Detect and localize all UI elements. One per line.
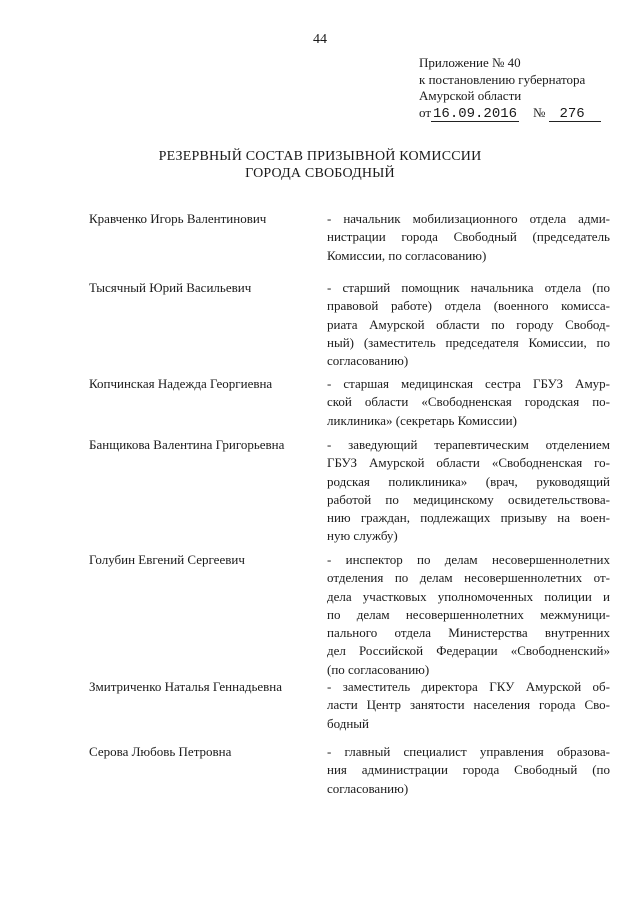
- member-name: Тысячный Юрий Васильевич: [89, 280, 252, 295]
- member-name: Кравченко Игорь Валентинович: [89, 211, 267, 226]
- position-line: согласованию): [327, 780, 409, 796]
- position-line: ласти Центр занятости населения города Сво-: [327, 697, 610, 713]
- position-line: - старший помощник начальника отдела (по: [327, 280, 610, 295]
- position-line: - начальник мобилизационного отдела адми-: [327, 211, 610, 226]
- document-title: [0, 148, 640, 182]
- resolution-date: 16.09.2016: [433, 105, 518, 122]
- date-prefix: от: [419, 104, 432, 120]
- position-line: ГБУЗ Амурской области «Свободненская го-: [327, 455, 610, 471]
- appendix-line-1: Приложение № 40: [419, 55, 521, 70]
- position-line: - заведующий терапевтическим отделением: [327, 437, 610, 452]
- appendix-block: [419, 55, 601, 122]
- title-line-1: РЕЗЕРВНЫЙ СОСТАВ ПРИЗЫВНОЙ КОМИССИИ: [158, 149, 482, 164]
- member-name: Копчинская Надежда Георгиевна: [89, 376, 273, 391]
- page-number: 44: [313, 32, 327, 47]
- position-line: дела участковых уполномоченных полиции и: [327, 588, 610, 604]
- title-line-2: ГОРОДА СВОБОДНЫЙ: [245, 166, 395, 181]
- position-line: родская поликлиника» (врач, руководящий: [327, 473, 610, 489]
- position-line: риата Амурской области по городу Свобод-: [327, 316, 610, 332]
- position-line: Комиссии, по согласованию): [327, 247, 487, 263]
- member-position: [327, 551, 610, 679]
- member-position: [327, 210, 610, 265]
- position-line: ния администрации города Свободный (по: [327, 762, 610, 778]
- position-line: правовой работе) отдела (военного комисса-: [327, 298, 610, 314]
- member-position: [327, 743, 610, 798]
- position-line: (по согласованию): [327, 661, 430, 677]
- position-line: нию граждан, подлежащих призыву на воен-: [327, 510, 610, 526]
- member-position: [327, 678, 610, 733]
- number-sign: №: [533, 104, 546, 120]
- position-line: бодный: [327, 715, 370, 731]
- position-line: ской области «Свободненская городская по-: [327, 394, 610, 410]
- appendix-line-3: Амурской области: [419, 88, 522, 103]
- member-position: [327, 279, 610, 370]
- position-line: по делам несовершеннолетних межмуници-: [327, 606, 610, 622]
- member-name: Серова Любовь Петровна: [89, 744, 232, 759]
- member-name: Змитриченко Наталья Геннадьевна: [89, 679, 283, 694]
- position-line: - старшая медицинская сестра ГБУЗ Амур-: [327, 376, 610, 391]
- position-line: дел Российской Федерации «Свободненский»: [327, 643, 610, 659]
- member-position: [327, 436, 610, 546]
- position-line: ную службу): [327, 528, 398, 544]
- position-line: - инспектор по делам несовершеннолетних: [327, 552, 610, 567]
- appendix-date-line: [419, 105, 601, 122]
- appendix-line-2: к постановлению губернатора: [419, 71, 586, 87]
- position-line: пального отдела Министерства внутренних: [327, 625, 610, 641]
- position-line: отделения по делам несовершеннолетних от-: [327, 570, 610, 586]
- member-name: Голубин Евгений Сергеевич: [89, 552, 245, 567]
- position-line: - заместитель директора ГКУ Амурской об-: [327, 679, 610, 694]
- position-line: нистрации города Свободный (председатель: [327, 229, 610, 245]
- position-line: ный) (заместитель председателя Комиссии, по: [327, 334, 610, 350]
- position-line: - главный специалист управления образова-: [327, 744, 610, 759]
- position-line: работой по медицинскому освидетельствова-: [327, 491, 610, 507]
- position-line: согласованию): [327, 353, 409, 369]
- member-name: Банщикова Валентина Григорьевна: [89, 437, 285, 452]
- position-line: ликлиника» (секретарь Комиссии): [327, 412, 517, 428]
- member-position: [327, 375, 610, 430]
- resolution-number: 276: [549, 107, 600, 122]
